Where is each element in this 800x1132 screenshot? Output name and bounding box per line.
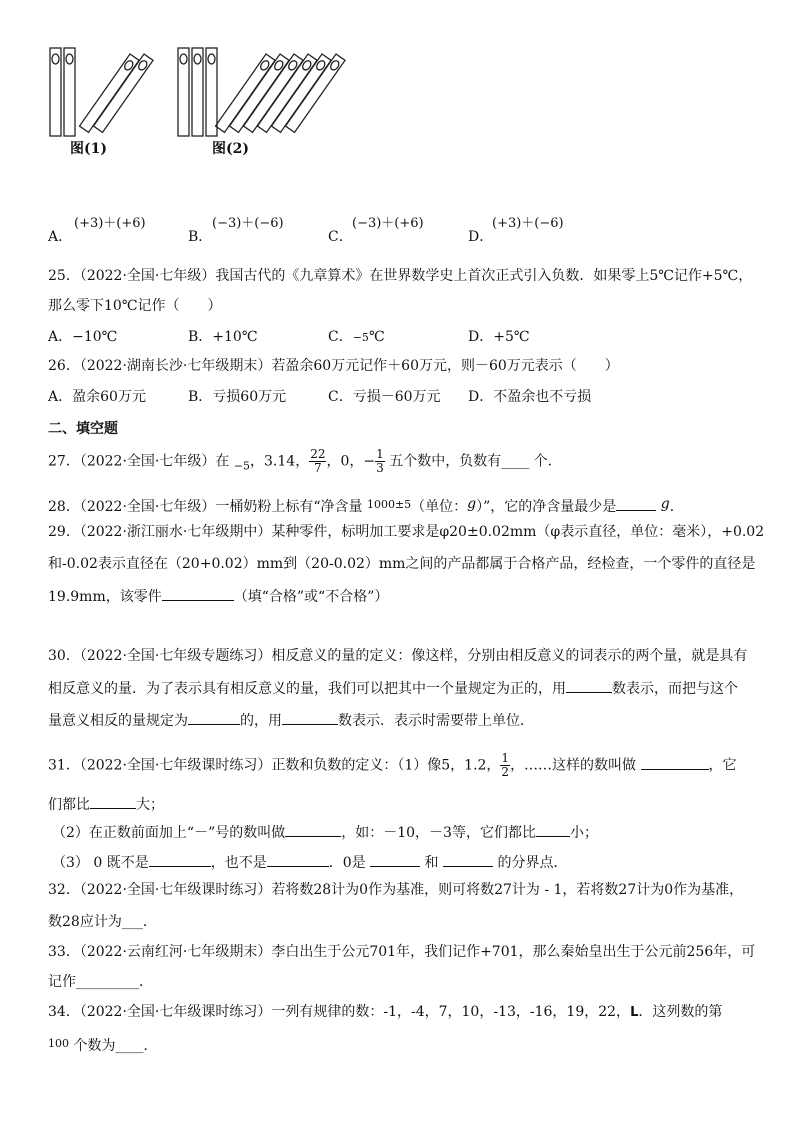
q25-option-d[interactable] (468, 326, 530, 346)
q25-option-a[interactable] (48, 326, 117, 346)
q31-line4 (52, 852, 567, 873)
q27-prefix: 27．（2022·全国·七年级）在 (48, 453, 230, 470)
q34-sequence: -1，-4，7，10，-13，-16，19，22， (383, 1004, 631, 1020)
q30-line3-start: 量意义相反的量规定为 (48, 713, 188, 729)
q27-fraction2-numerator: 1 (376, 447, 384, 461)
q28-answer-blank[interactable] (616, 496, 656, 511)
q27-fraction2 (375, 448, 385, 475)
q27-fraction-denominator: 7 (314, 461, 322, 475)
q27-number-1: −5 (233, 459, 251, 473)
q34-ellipsis: L (630, 1005, 639, 1020)
q31-blank-5[interactable] (149, 852, 211, 867)
q29-line3-end: （填“合格”或“不合格”） (233, 589, 389, 605)
q32-line1: 32．（2022·全国·七年级课时练习）若将数28计为0作为基准，则可将数27计为 - 1，若将数27计为0作为基准， (48, 882, 744, 898)
q31-line2 (48, 794, 164, 815)
q31-line4-c: ．0是 (328, 855, 366, 871)
q31-fraction (500, 752, 510, 779)
q26-option-a[interactable] (48, 386, 146, 406)
q31-line2-start: 们都比 (48, 797, 90, 813)
q31-fraction-numerator: 1 (501, 751, 510, 765)
q29-line3 (48, 586, 388, 607)
q31-line4-start: （3） 0 既不是 (52, 855, 149, 871)
q25-option-b-letter: B． (188, 329, 213, 345)
q26-option-b-text: 亏损60万元 (212, 389, 287, 405)
q25-option-c-letter: C． (328, 329, 353, 345)
q24-option-a-expr: (+3)＋(+6) (74, 216, 146, 231)
q24-option-d-letter[interactable]: D． (468, 229, 494, 245)
q31-line3 (52, 822, 598, 843)
fig1-slanted-sticks (80, 54, 153, 132)
q24-option-d-expr: (+3)＋(−6) (492, 216, 564, 231)
q24-option-c-expr: (−3)＋(+6) (352, 216, 424, 231)
q31-line4-end: 的分界点． (497, 855, 568, 871)
q31-line1-end: ，它 (708, 757, 737, 774)
q31-line4-d: 和 (424, 855, 439, 871)
q34-index: 100 (48, 1037, 69, 1050)
q30-line3-end: 数表示．表示时需要带上单位． (338, 713, 534, 729)
q30-line2 (48, 678, 738, 699)
q32-line2: 数28应计为___． (48, 914, 157, 930)
q25-option-a-unit: ℃ (101, 329, 118, 345)
section-title: 二、填空题 (48, 421, 118, 437)
q26-line1: 26．（2022·湖南长沙·七年级期末）若盈余60万元记作＋60万元，则－60万元表示（ ） (48, 358, 619, 374)
q31-line3-mid: ，如：－10，－3等，它们都比 (341, 825, 536, 841)
q31-line1-start: 31．（2022·全国·七年级课时练习）正数和负数的定义：（1）像5，1.2， (48, 757, 501, 774)
q31-line1-mid: ，……这样的数叫做 (510, 757, 637, 774)
q26-option-d[interactable] (468, 386, 591, 406)
q25-option-b-value: +10 (212, 329, 242, 345)
q31-line2-end: 大； (136, 797, 164, 813)
matchstick-figures (40, 40, 370, 140)
q27-line: 27．（2022·全国·七年级）在 $_{-5}$，3.14， $\frac{22}{7}$ ，0，− $\frac{1}{3}$ 五个数中，负数有____ 个． (48, 447, 562, 475)
q27-fraction2-sign: − (363, 453, 376, 470)
q30-line1: 30．（2022·全国·七年级专题练习）相反意义的量的定义：像这样，分别由相反意义的词表示的两个量，就是具有 (48, 648, 748, 664)
q31-fraction-denominator: 2 (501, 765, 510, 779)
q31-line4-b: ，也不是 (210, 855, 267, 871)
q26-option-c-letter: C． (328, 389, 353, 405)
q27-suffix: 五个数中，负数有____ 个． (389, 453, 562, 470)
q26-option-b-letter: B． (188, 389, 213, 405)
q28-unit: g (467, 496, 477, 512)
q34-line1-start: 34．（2022·全国·七年级课时练习）一列有规律的数： (48, 1004, 384, 1020)
q29-line1: 29．（2022·浙江丽水·七年级期中）某种零件，标明加工要求是φ20±0.02mm（φ表示直径，单位：毫米），+0.02 (48, 524, 765, 540)
q31-line1 (48, 752, 737, 779)
q27-fraction (309, 448, 326, 475)
q34-line2 (48, 1034, 157, 1056)
fig2-slanted-sticks (216, 54, 345, 132)
q25-option-d-unit: ℃ (513, 329, 530, 345)
q28-prefix: 28．（2022·全国·七年级）一桶奶粉上标有“净含量 (48, 499, 363, 515)
q30-line2-start: 相反意义的量．为了表示具有相反意义的量，我们可以把其中一个量规定为正的，用 (48, 681, 566, 697)
q28-unit-post: ）”，它的净含量最少是 (476, 499, 617, 515)
q26-option-c[interactable] (328, 386, 441, 406)
q26-option-a-text: 盈余60万元 (72, 389, 146, 405)
q25-option-c[interactable] (328, 326, 385, 346)
q28-unit-pre: （单位： (411, 499, 468, 515)
q25-option-c-value: −5 (352, 331, 369, 344)
q27-number-4: 0 (340, 453, 350, 470)
q25-option-a-letter: A． (48, 329, 73, 345)
q26-option-b[interactable] (188, 386, 286, 406)
q31-blank-6[interactable] (267, 852, 329, 867)
q31-line3-start: （2）在正数前面加上“－”号的数叫做 (52, 825, 286, 841)
q28-line (48, 494, 684, 517)
q33-line2: 记作_________． (48, 974, 153, 990)
q25-option-d-letter: D． (468, 329, 494, 345)
q24-option-c-letter[interactable]: C． (328, 229, 353, 245)
q31-blank-3[interactable] (285, 822, 341, 837)
q25-option-b[interactable] (188, 326, 258, 346)
fig1-label: 图(1) (70, 141, 107, 157)
q25-line1: 25．（2022·全国·七年级）我国古代的《九章算术》在世界数学史上首次正式引入负数．如果零上5℃记作+5℃， (48, 268, 753, 284)
q25-option-b-unit: ℃ (241, 329, 258, 345)
fig1-vertical-sticks (50, 48, 75, 136)
q29-line3-start: 19.9mm，该零件 (48, 589, 162, 605)
q29-line2: 和-0.02表示直径在（20+0.02）mm到（20-0.02）mm之间的产品都属于合格产品，经检查，一个零件的直径是 (48, 556, 756, 572)
q34-line1 (48, 1002, 722, 1023)
q25-line2: 那么零下10℃记作（ ） (48, 298, 222, 314)
q30-blank-2[interactable] (188, 710, 240, 725)
q31-blank-8[interactable] (443, 852, 493, 867)
q27-fraction2-denominator: 3 (376, 461, 384, 475)
q28-end: ． (669, 499, 684, 515)
q27-fraction-numerator: 22 (310, 447, 326, 461)
q28-end-unit: g (660, 496, 670, 512)
q34-line1-end: ．这列数的第 (638, 1004, 723, 1020)
q27-number-2: 3.14 (264, 453, 296, 470)
q30-line3 (48, 710, 534, 731)
q33-line1: 33．（2022·云南红河·七年级期末）李白出生于公元701年，我们记作+701，那么秦始皇出生于公元前256年，可 (48, 944, 756, 960)
q28-value: 1000±5 (366, 498, 412, 511)
q25-option-d-value: +5 (493, 329, 514, 345)
q26-option-c-text: 亏损－60万元 (352, 389, 441, 405)
q24-option-a-letter[interactable]: A． (48, 229, 73, 245)
q30-line3-mid: 的，用 (240, 713, 282, 729)
q30-line2-end: 数表示，而把与这个 (612, 681, 738, 697)
fig2-vertical-sticks (178, 48, 217, 136)
q29-answer-blank[interactable] (162, 586, 234, 601)
fig2-label: 图(2) (212, 141, 249, 157)
q26-option-a-letter: A． (48, 389, 73, 405)
q30-blank-1[interactable] (566, 678, 612, 693)
q30-blank-3[interactable] (282, 710, 338, 725)
q26-option-d-letter: D． (468, 389, 494, 405)
q31-line3-end: 小； (569, 825, 598, 841)
q31-blank-4[interactable] (536, 822, 570, 837)
q25-option-c-unit: ℃ (368, 329, 385, 345)
q26-option-d-text: 不盈余也不亏损 (493, 389, 592, 405)
q24-option-b-letter[interactable]: B． (188, 229, 213, 245)
q31-blank-1[interactable] (641, 755, 709, 770)
q31-blank-2[interactable] (90, 794, 136, 809)
q25-option-a-value: −10 (72, 329, 102, 345)
q24-option-b-expr: (−3)＋(−6) (212, 216, 284, 231)
q34-line2-end: 个数为____． (73, 1038, 158, 1054)
q31-blank-7[interactable] (370, 852, 420, 867)
